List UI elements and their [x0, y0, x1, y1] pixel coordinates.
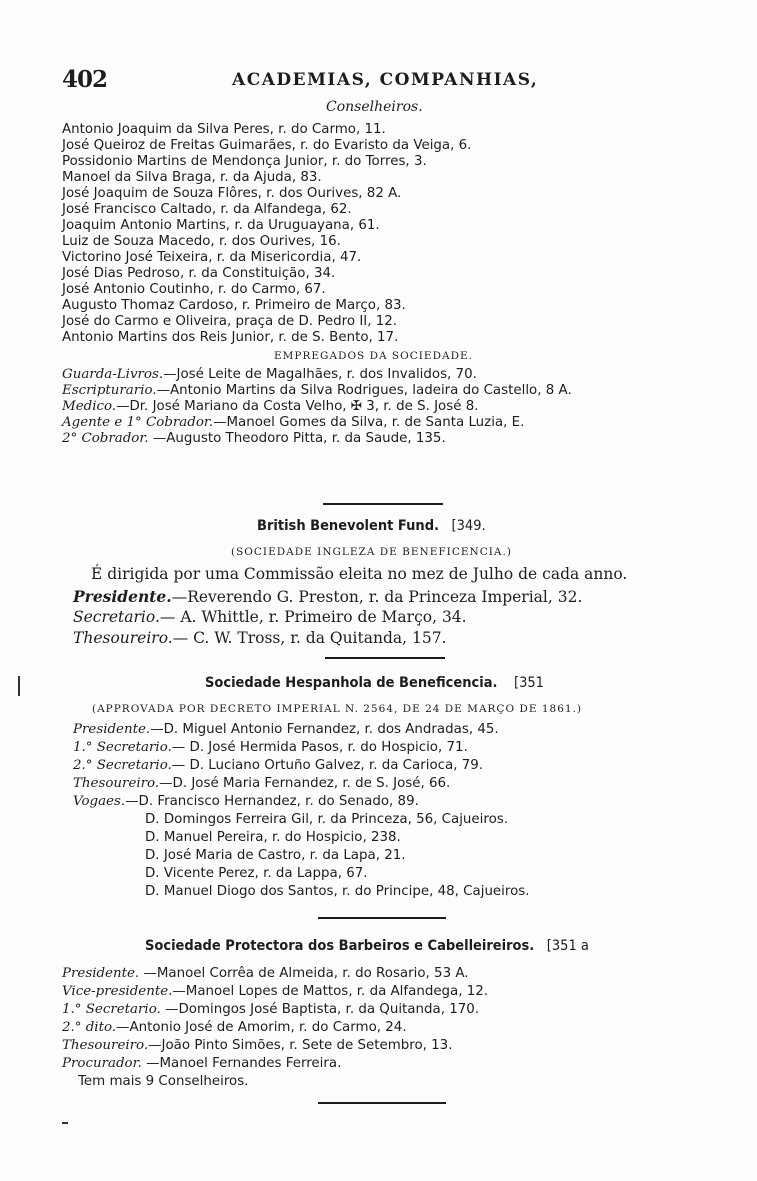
- list-item: [73, 776, 450, 792]
- role-label: Thesoureiro.: [62, 1038, 149, 1053]
- list-item: [73, 722, 499, 738]
- role-label: Medico.: [62, 399, 117, 414]
- ref-number: [351 a: [546, 938, 589, 954]
- list-item: José Queiroz de Freitas Guimarães, r. do Evaristo da Veiga, 6.: [62, 138, 472, 153]
- entry-text: —D. Miguel Antonio Fernandez, r. dos Andradas, 45.: [150, 722, 499, 737]
- barbeiros-title: [145, 938, 589, 954]
- entry-text: —Reverendo G. Preston, r. da Princeza Imperial, 32.: [171, 588, 583, 606]
- entry-text: — A. Whittle, r. Primeiro de Março, 34.: [159, 608, 467, 626]
- role-label: 2.° Secretario.: [73, 758, 172, 773]
- role-label: Vice-presidente.: [62, 984, 173, 999]
- list-item: Antonio Joaquim da Silva Peres, r. do Carmo, 11.: [62, 122, 386, 137]
- entry-text: — C. W. Tross, r. da Quitanda, 157.: [172, 629, 447, 647]
- role-label: 1.° Secretario.: [62, 1002, 161, 1017]
- list-item: [62, 415, 524, 431]
- role-label: Thesoureiro.: [73, 776, 160, 791]
- list-item: [62, 1002, 479, 1018]
- section-divider: [325, 657, 445, 659]
- entry-text: —Manoel Corrêa de Almeida, r. do Rosario, 53 A.: [139, 966, 469, 981]
- role-label: Presidente.: [73, 587, 172, 606]
- role-label: Thesoureiro.: [73, 629, 173, 647]
- role-label: Procurador.: [62, 1056, 142, 1071]
- role-label: 1.° Secretario.: [73, 740, 172, 755]
- entry-text: —José Leite de Magalhães, r. dos Invalidos, 70.: [163, 367, 477, 382]
- title-text: Sociedade Protectora dos Barbeiros e Cabelleireiros.: [145, 938, 535, 954]
- entry-text: —Antonio José de Amorim, r. do Carmo, 24.: [116, 1020, 407, 1035]
- role-label: Presidente.: [73, 722, 151, 737]
- list-item: José Francisco Caltado, r. da Alfandega, 62.: [62, 202, 352, 217]
- list-item: [73, 587, 582, 606]
- role-label: Vogaes.: [73, 794, 126, 809]
- list-item: [73, 608, 467, 626]
- role-label: Escripturario.: [62, 383, 157, 398]
- british-subtitle: (SOCIEDADE INGLEZA DE BENEFICENCIA.): [231, 546, 512, 558]
- entry-text: — D. Luciano Ortuño Galvez, r. da Carioca, 79.: [171, 758, 484, 773]
- page-number: 402: [62, 66, 108, 93]
- british-title: [257, 518, 486, 534]
- entry-text: —Manoel Gomes da Silva, r. de Santa Luzia, E.: [213, 415, 525, 430]
- section-divider: [318, 1102, 446, 1104]
- list-item: Antonio Martins dos Reis Junior, r. de S. Bento, 17.: [62, 330, 399, 345]
- list-item: [62, 1038, 452, 1054]
- list-item: D. Vicente Perez, r. da Lappa, 67.: [145, 866, 368, 881]
- list-item: [62, 399, 478, 415]
- ref-number: [351: [514, 675, 544, 691]
- list-item: [73, 629, 447, 647]
- role-label: 2° Cobrador.: [62, 431, 149, 446]
- hespanhola-title: [205, 675, 544, 691]
- entry-text: —João Pinto Simões, r. Sete de Setembro, 13.: [148, 1038, 453, 1053]
- section-divider: [318, 917, 446, 919]
- list-item: [62, 966, 469, 982]
- role-label: Secretario.: [73, 608, 160, 626]
- list-item: José do Carmo e Oliveira, praça de D. Pedro II, 12.: [62, 314, 398, 329]
- title-text: Sociedade Hespanhola de Beneficencia.: [205, 675, 498, 691]
- list-item: José Dias Pedroso, r. da Constituição, 34.: [62, 266, 336, 281]
- margin-mark: [62, 1122, 68, 1124]
- section-divider: [323, 503, 443, 505]
- list-item: Manoel da Silva Braga, r. da Ajuda, 83.: [62, 170, 322, 185]
- list-item: Possidonio Martins de Mendonça Junior, r. do Torres, 3.: [62, 154, 427, 169]
- list-item: Augusto Thomaz Cardoso, r. Primeiro de Março, 83.: [62, 298, 406, 313]
- entry-text: —Augusto Theodoro Pitta, r. da Saude, 135.: [148, 431, 446, 446]
- list-item: [62, 1020, 407, 1036]
- margin-mark: [18, 676, 20, 696]
- list-item: [73, 758, 483, 774]
- list-item: Luiz de Souza Macedo, r. dos Ourives, 16.: [62, 234, 341, 249]
- british-intro: É dirigida por uma Commissão eleita no mez de Julho de cada anno.: [91, 565, 628, 583]
- list-item: [73, 740, 468, 756]
- list-item: D. Domingos Ferreira Gil, r. da Princeza, 56, Cajueiros.: [145, 812, 509, 827]
- list-item: José Antonio Coutinho, r. do Carmo, 67.: [62, 282, 326, 297]
- entry-text: —Domingos José Baptista, r. da Quitanda, 170.: [160, 1002, 480, 1017]
- list-item: Victorino José Teixeira, r. da Misericordia, 47.: [62, 250, 362, 265]
- entry-text: —D. José Maria Fernandez, r. de S. José, 66.: [159, 776, 451, 791]
- running-title: ACADEMIAS, COMPANHIAS,: [232, 70, 539, 90]
- role-label: Agente e 1° Cobrador.: [62, 415, 214, 430]
- ref-number: [349.: [451, 518, 486, 534]
- list-item: D. Manuel Pereira, r. do Hospicio, 238.: [145, 830, 401, 845]
- entry-text: —Dr. José Mariano da Costa Velho, ✠ 3, r. de S. José 8.: [116, 399, 479, 414]
- role-label: Presidente.: [62, 966, 140, 981]
- role-label: 2.° dito.: [62, 1020, 117, 1035]
- conselheiros-heading: Conselheiros.: [326, 99, 423, 115]
- list-item: [73, 794, 419, 810]
- list-item: [62, 984, 488, 1000]
- title-text: British Benevolent Fund.: [257, 518, 439, 534]
- closing-note: Tem mais 9 Conselheiros.: [78, 1074, 249, 1089]
- list-item: D. Manuel Diogo dos Santos, r. do Principe, 48, Cajueiros.: [145, 884, 530, 899]
- entry-text: — D. José Hermida Pasos, r. do Hospicio, 71.: [171, 740, 468, 755]
- list-item: José Joaquim de Souza Flôres, r. dos Ourives, 82 A.: [62, 186, 402, 201]
- list-item: [62, 367, 477, 383]
- list-item: D. José Maria de Castro, r. da Lapa, 21.: [145, 848, 406, 863]
- empregados-heading: EMPREGADOS DA SOCIEDADE.: [274, 350, 473, 362]
- list-item: Joaquim Antonio Martins, r. da Uruguayana, 61.: [62, 218, 380, 233]
- list-item: [62, 383, 572, 399]
- list-item: [62, 431, 446, 447]
- role-label: Guarda-Livros.: [62, 367, 164, 382]
- entry-text: —Manoel Fernandes Ferreira.: [141, 1056, 342, 1071]
- hespanhola-subtitle: (APPROVADA POR DECRETO IMPERIAL N. 2564, DE 24 DE MARÇO DE 1861.): [92, 703, 582, 715]
- list-item: [62, 1056, 341, 1072]
- entry-text: —D. Francisco Hernandez, r. do Senado, 89.: [125, 794, 419, 809]
- entry-text: —Manoel Lopes de Mattos, r. da Alfandega, 12.: [172, 984, 489, 999]
- entry-text: —Antonio Martins da Silva Rodrigues, ladeira do Castello, 8 A.: [156, 383, 572, 398]
